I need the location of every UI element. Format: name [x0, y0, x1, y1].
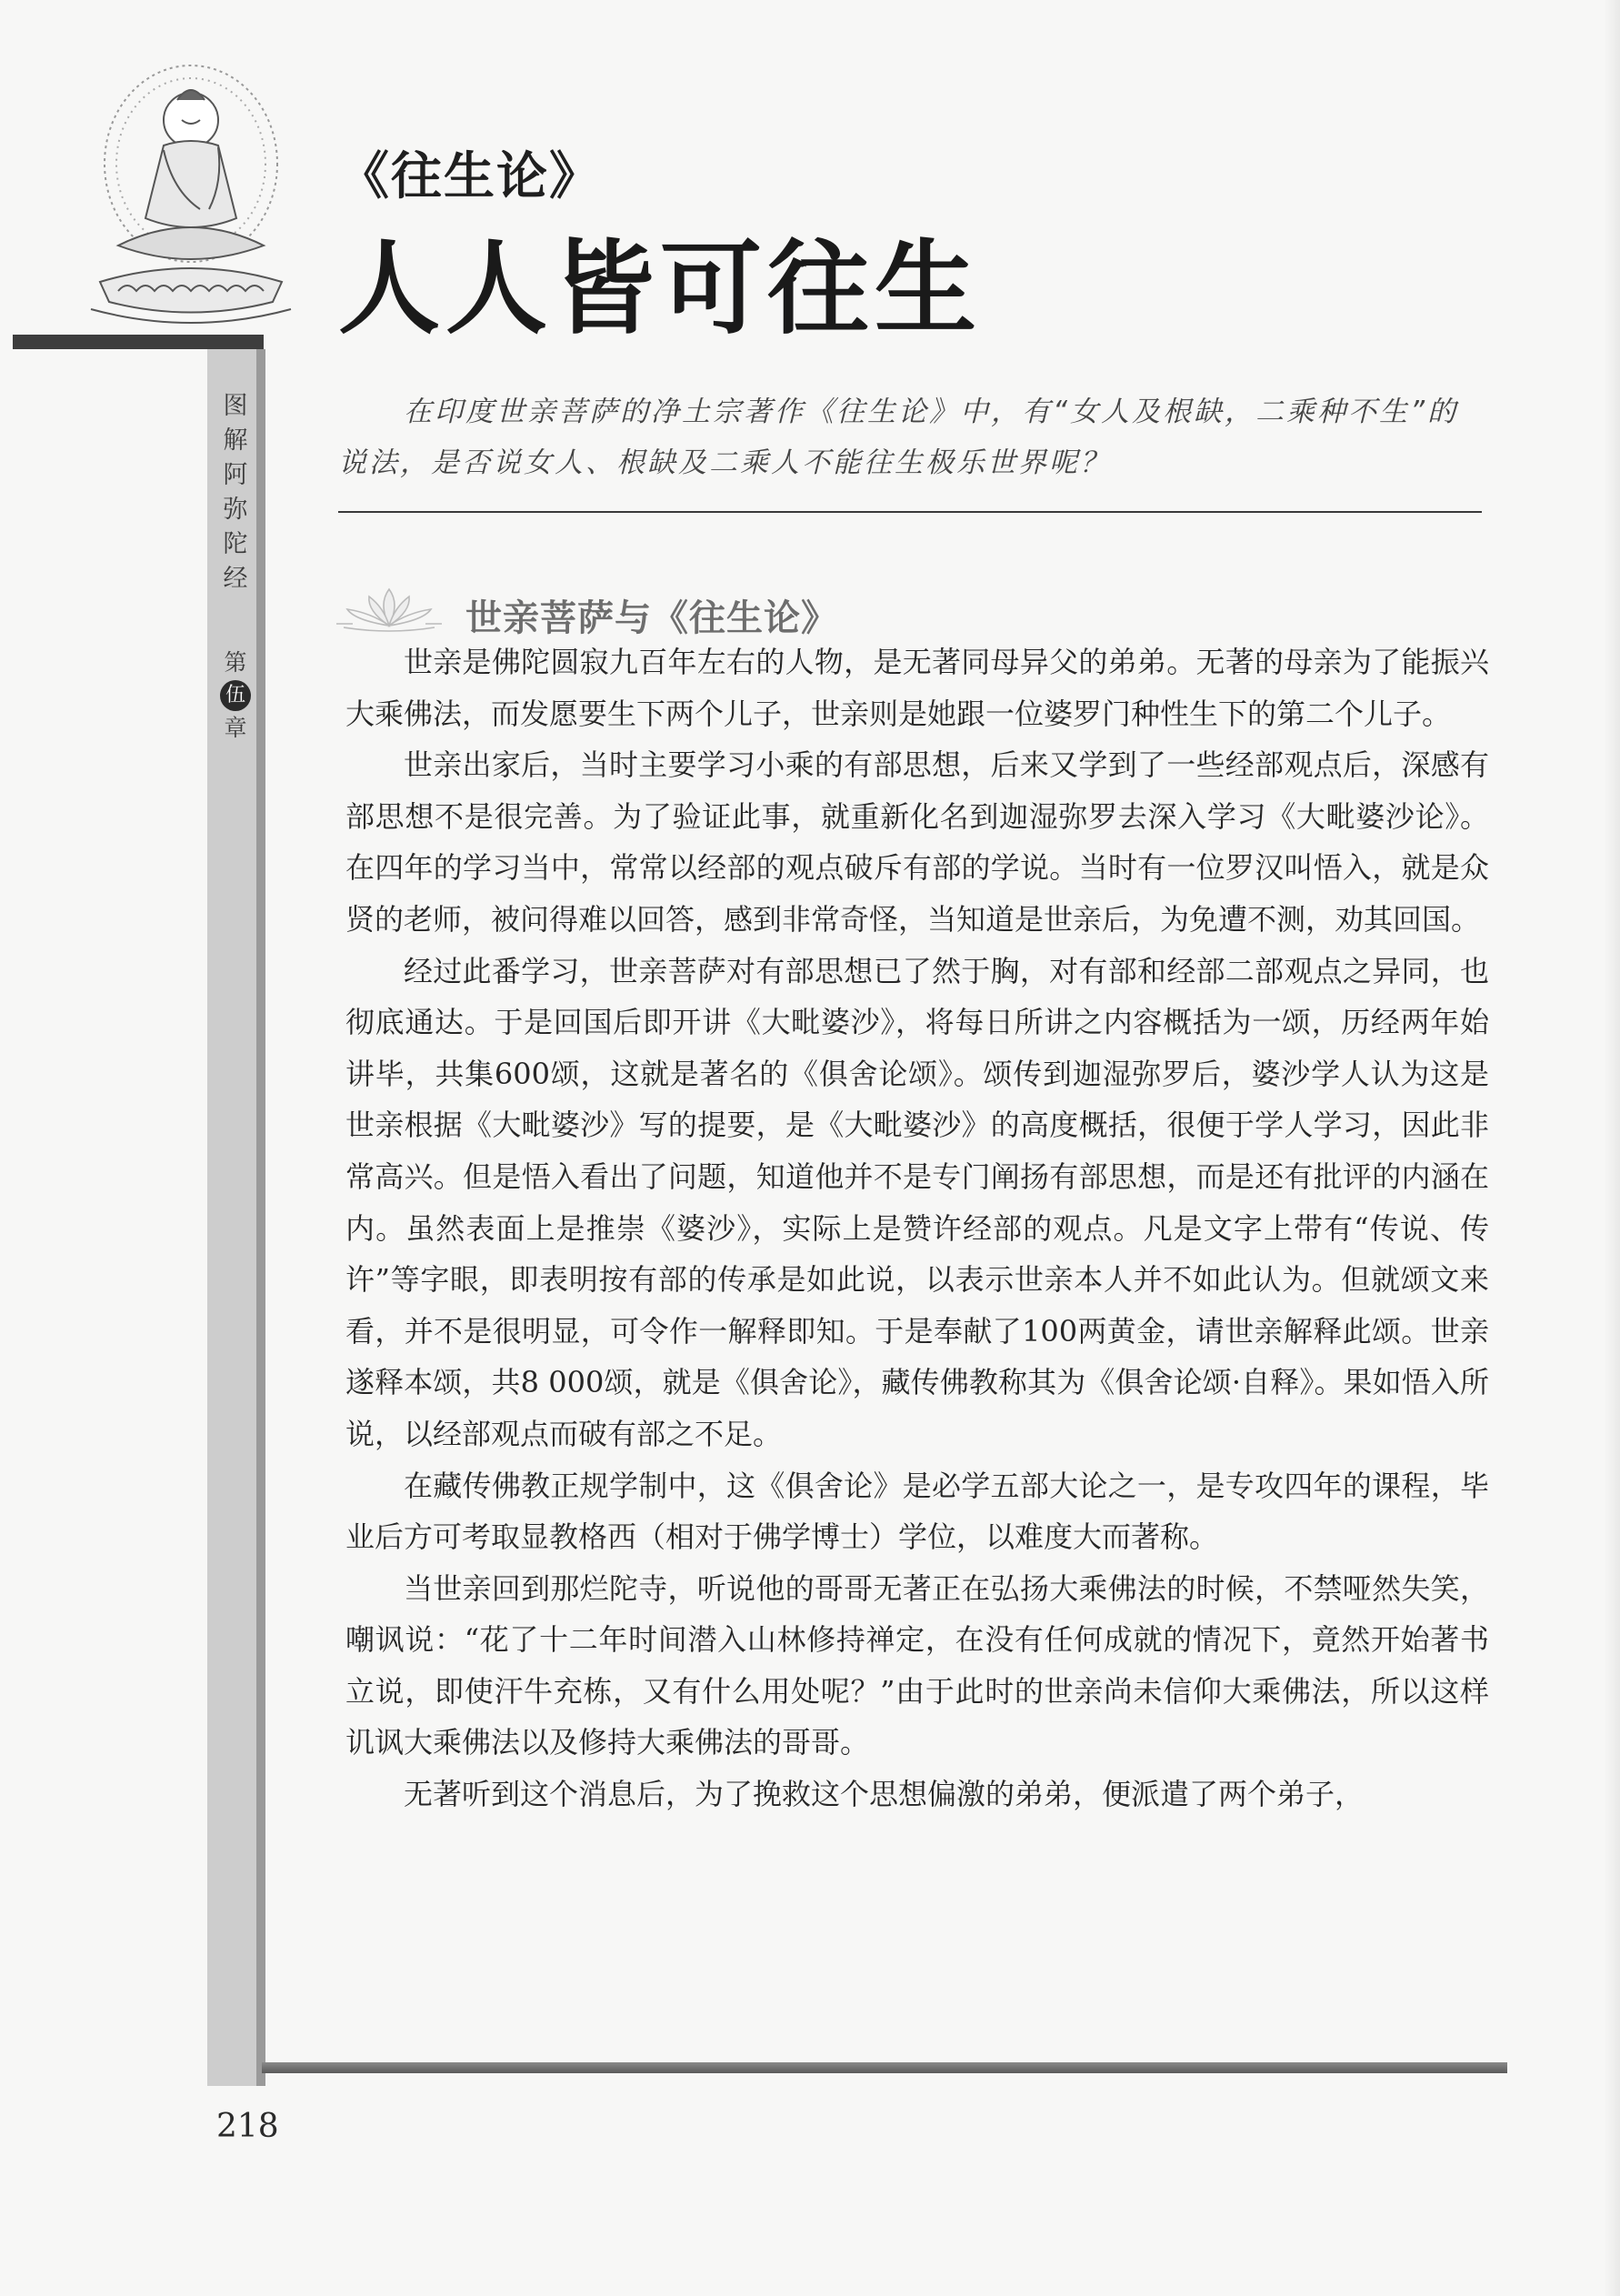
article-title: 人人皆可往生: [338, 230, 982, 348]
body-paragraph: 经过此番学习，世亲菩萨对有部思想已了然于胸，对有部和经部二部观点之异同，也彻底通达。于是回国后即开讲《大毗婆沙》，将每日所讲之内容概括为一颂，历经两年始讲毕，共集600颂，这就是著名的《俱舍论颂》。颂传到迦湿弥罗后，婆沙学人认为这是世亲根据《大毗婆沙》写的提要，是《大毗婆沙》的高度概括，很便于学人学习，因此非常高兴。但是悟入看出了问题，知道他并不是专门阐扬有部思想，而是还有批评的内涵在内。虽然表面上是推崇《婆沙》，实际上是赞许经部的观点。凡是文字上带有“传说、传许”等字眼，即表明按有部的传承是如此说，以表示世亲本人并不如此认为。但就颂文来看，并不是很明显，可令作一解释即知。于是奉献了100两黄金，请世亲解释此颂。世亲遂释本颂，共8 000颂，就是《俱舍论》，藏传佛教称其为《俱舍论颂·自释》。果如悟入所说，以经部观点而破有部之不足。: [345, 953, 1489, 1451]
margin-band-top: [13, 335, 264, 349]
sidebar-strip: [207, 349, 264, 2086]
intro-divider: [338, 511, 1482, 513]
lotus-icon: [335, 584, 444, 635]
intro-paragraph: 在印度世亲菩萨的净土宗著作《往生论》中，有“女人及根缺，二乘种不生”的说法，是否说女人、根缺及二乘人不能往生极乐世界呢？: [338, 396, 1459, 479]
body-paragraph: 世亲是佛陀圆寂九百年左右的人物，是无著同母异父的弟弟。无著的母亲为了能振兴大乘佛法，而发愿要生下两个儿子，世亲则是她跟一位婆罗门种性生下的第二个儿子。: [345, 645, 1489, 731]
body-paragraph: 世亲出家后，当时主要学习小乘的有部思想，后来又学到了一些经部观点后，深感有部思想不是很完善。为了验证此事，就重新化名到迦湿弥罗去深入学习《大毗婆沙论》。在四年的学习当中，常常以经部的观点破斥有部的学说。当时有一位罗汉叫悟入，就是众贤的老师，被问得难以回答，感到非常奇怪，当知道是世亲后，为免遭不测，劝其回国。: [345, 747, 1489, 937]
book-title-char: 陀: [223, 530, 248, 558]
book-title-char: 弥: [223, 496, 248, 524]
buddha-illustration: [64, 64, 318, 336]
body-paragraph: 无著听到这个消息后，为了挽救这个思想偏激的弟弟，便派遣了两个弟子，: [404, 1777, 1365, 1812]
section-heading: 世亲菩萨与《往生论》: [465, 597, 838, 639]
book-title-vertical: [207, 389, 264, 597]
article-subtitle: 《往生论》: [338, 147, 602, 206]
sidebar-strip-edge: [256, 349, 265, 2086]
body-paragraph: 当世亲回到那烂陀寺，听说他的哥哥无著正在弘扬大乘佛法的时候，不禁哑然失笑，嘲讽说：“花了十二年时间潜入山林修持禅定，在没有任何成就的情况下，竟然开始著书立说，即使汗牛充栋，又有什么用处呢？”由于此时的世亲尚未信仰大乘佛法，所以这样讥讽大乘佛法以及修持大乘佛法的哥哥。: [345, 1570, 1489, 1760]
margin-band-bottom: [262, 2062, 1507, 2073]
book-title-char: 阿: [223, 461, 248, 489]
body-paragraph: 在藏传佛教正规学制中，这《俱舍论》是必学五部大论之一，是专攻四年的课程，毕业后方可考取显教格西（相对于佛学博士）学位，以难度大而著称。: [345, 1468, 1489, 1555]
chapter-suffix: 章: [224, 715, 247, 741]
chapter-number-badge: 伍: [220, 680, 251, 711]
page-number: 218: [216, 2108, 279, 2145]
book-title-char: 解: [223, 426, 248, 455]
book-title-char: 经: [223, 565, 248, 593]
chapter-prefix: 第: [224, 649, 247, 676]
book-title-char: 图: [223, 392, 248, 420]
chapter-marker: [207, 647, 264, 744]
article-body: [345, 637, 1489, 1820]
page-edge-shadow: [1604, 0, 1620, 2296]
